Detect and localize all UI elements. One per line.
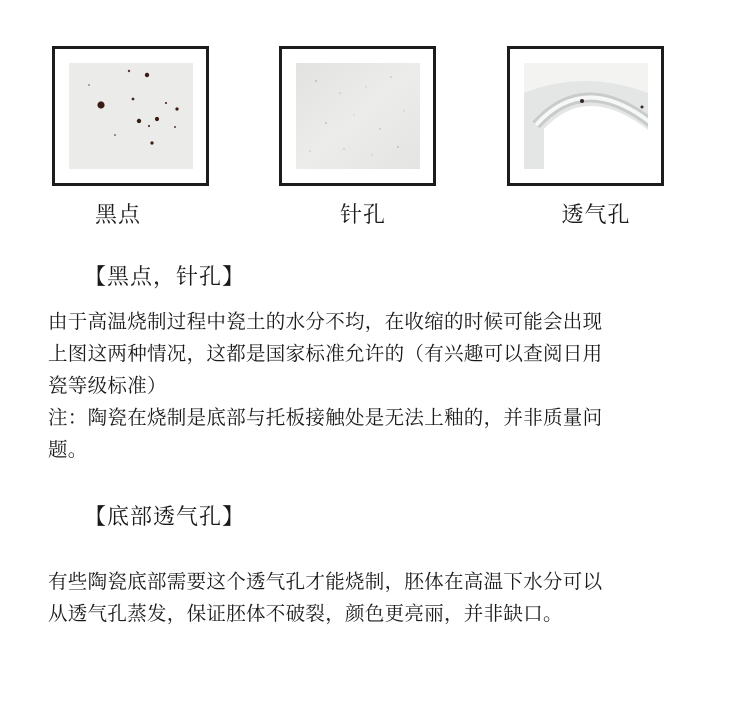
vent-hole-photo-frame bbox=[507, 46, 664, 186]
caption-vent-hole: 透气孔 bbox=[561, 203, 631, 228]
body-line: 瓷等级标准） bbox=[48, 374, 167, 397]
section-heading-spots-pinholes: 【黑点，针孔】 bbox=[84, 265, 246, 290]
caption-pinhole: 针孔 bbox=[339, 203, 386, 228]
section-body-vent-hole bbox=[48, 566, 708, 630]
caption-black-spots: 黑点 bbox=[94, 203, 141, 228]
body-line: 题。 bbox=[48, 438, 88, 461]
body-line: 注：陶瓷在烧制是底部与托板接触处是无法上釉的，并非质量问 bbox=[48, 406, 603, 429]
pinhole-photo-frame bbox=[279, 46, 436, 186]
vent-hole-photo bbox=[524, 63, 648, 169]
section-body-spots-pinholes bbox=[48, 306, 708, 466]
pinhole-photo bbox=[296, 63, 420, 169]
body-line: 上图这两种情况，这都是国家标准允许的（有兴趣可以查阅日用 bbox=[48, 342, 603, 365]
section-heading-vent-hole: 【底部透气孔】 bbox=[84, 505, 246, 530]
body-line: 由于高温烧制过程中瓷土的水分不均，在收缩的时候可能会出现 bbox=[48, 310, 603, 333]
body-line: 从透气孔蒸发，保证胚体不破裂，颜色更亮丽，并非缺口。 bbox=[48, 602, 563, 625]
body-line: 有些陶瓷底部需要这个透气孔才能烧制，胚体在高温下水分可以 bbox=[48, 570, 603, 593]
black-spots-photo-frame bbox=[52, 46, 209, 186]
black-spots-photo bbox=[69, 63, 193, 169]
